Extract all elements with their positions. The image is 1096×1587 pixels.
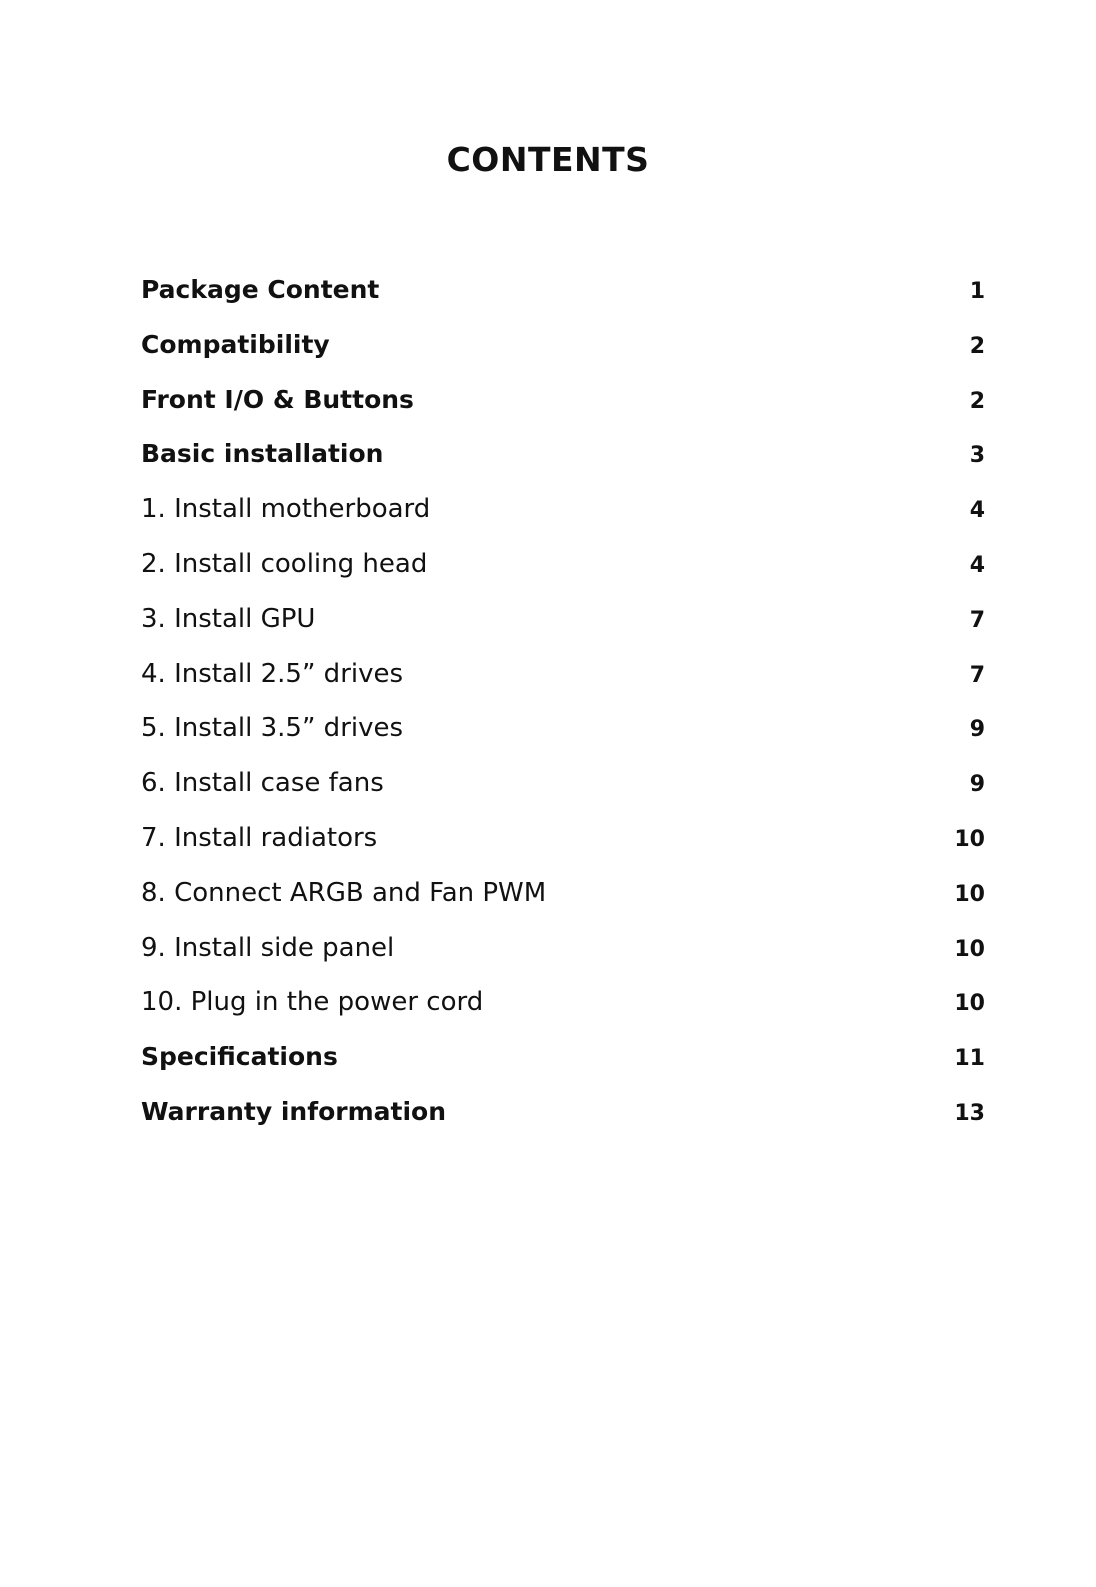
toc-entry[interactable] xyxy=(141,320,985,375)
toc-entry[interactable] xyxy=(141,594,985,649)
toc-entry-page-number: 9 xyxy=(969,717,985,743)
toc-entry-page-number: 4 xyxy=(969,498,985,524)
toc-entry-label: 9. Install side panel xyxy=(141,932,395,963)
toc-entry[interactable] xyxy=(141,1087,985,1142)
toc-entry-label: 6. Install case fans xyxy=(141,768,384,799)
toc-entry[interactable] xyxy=(141,649,985,704)
toc-entry-page-number: 11 xyxy=(954,1046,985,1072)
toc-entry-label: Specifications xyxy=(141,1042,338,1072)
toc-entry-label: 7. Install radiators xyxy=(141,822,378,853)
toc-entry[interactable] xyxy=(141,484,985,539)
toc-entry[interactable] xyxy=(141,375,985,430)
toc-entry[interactable] xyxy=(141,923,985,978)
toc-entry-page-number: 7 xyxy=(969,607,985,633)
toc-entry-page-number: 10 xyxy=(954,826,985,852)
toc-entry[interactable] xyxy=(141,868,985,923)
toc-entry-label: Front I/O & Buttons xyxy=(141,384,414,414)
toc-entry-label: 8. Connect ARGB and Fan PWM xyxy=(141,877,547,908)
toc-entry-page-number: 7 xyxy=(969,662,985,688)
toc-entry-page-number: 9 xyxy=(969,772,985,798)
toc-entry-page-number: 4 xyxy=(969,552,985,578)
toc-entry-page-number: 13 xyxy=(954,1100,985,1126)
toc-entry-label: Warranty information xyxy=(141,1096,446,1126)
toc-entry-page-number: 10 xyxy=(954,991,985,1017)
toc-entry-label: Package Content xyxy=(141,275,380,304)
toc-entry-page-number: 3 xyxy=(969,443,985,469)
toc-entry[interactable] xyxy=(141,758,985,813)
toc-entry-label: Compatibility xyxy=(141,329,330,359)
toc-entry[interactable] xyxy=(141,1032,985,1087)
toc-entry-page-number: 2 xyxy=(969,388,985,414)
toc-entry[interactable] xyxy=(141,977,985,1032)
toc-entry-label: Basic installation xyxy=(141,439,384,469)
toc-entry-label: 5. Install 3.5” drives xyxy=(141,713,404,744)
toc-entry-page-number: 10 xyxy=(954,936,985,962)
toc-entry[interactable] xyxy=(141,265,985,320)
toc-entry[interactable] xyxy=(141,703,985,758)
toc-entry-page-number: 2 xyxy=(969,333,985,359)
toc-entry-label: 1. Install motherboard xyxy=(141,494,431,525)
toc-entry[interactable] xyxy=(141,429,985,484)
toc-entry-label: 3. Install GPU xyxy=(141,603,316,634)
toc-entry-label: 2. Install cooling head xyxy=(141,548,428,579)
toc-entry[interactable] xyxy=(141,813,985,868)
toc-entry-page-number: 10 xyxy=(954,881,985,907)
table-of-contents xyxy=(141,265,985,1142)
toc-entry-label: 4. Install 2.5” drives xyxy=(141,658,404,689)
toc-entry-page-number: 1 xyxy=(969,279,985,304)
page-title: CONTENTS xyxy=(446,140,650,179)
toc-entry[interactable] xyxy=(141,539,985,594)
toc-entry-label: 10. Plug in the power cord xyxy=(141,987,484,1018)
